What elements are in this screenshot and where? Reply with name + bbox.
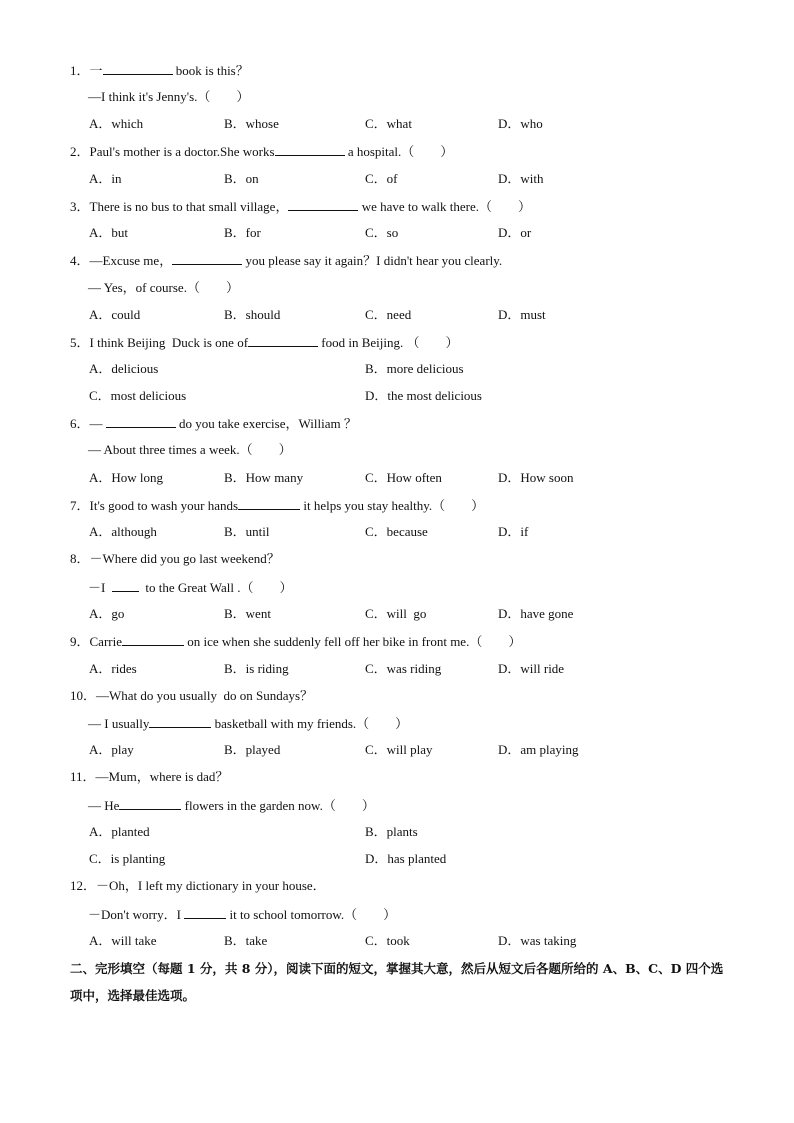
answer-blank[interactable]	[122, 633, 184, 646]
question-number: 3．	[70, 199, 90, 214]
reply-text: －I	[88, 580, 112, 595]
question-number: 9．	[70, 634, 90, 649]
answer-option[interactable]: C．what	[365, 116, 412, 131]
answer-option[interactable]: B．until	[224, 524, 270, 539]
question-text: —	[89, 416, 106, 431]
answer-option[interactable]: A．How long	[89, 470, 164, 485]
question-text: There is no bus to that small village，	[89, 199, 289, 214]
answer-option[interactable]: B．played	[224, 742, 281, 757]
answer-option[interactable]: D．must	[498, 307, 546, 322]
question-number: 10．	[70, 688, 97, 703]
answer-option[interactable]: C．was riding	[365, 661, 442, 676]
reply-text: — I usually	[88, 716, 150, 731]
answer-option[interactable]: C．will play	[365, 742, 433, 757]
answer-option[interactable]: D．How soon	[498, 470, 574, 485]
answer-blank[interactable]	[172, 252, 242, 265]
answer-option[interactable]: B．plants	[365, 824, 418, 839]
reply-text: —I think it's Jenny's.（ ）	[88, 89, 250, 104]
answer-option[interactable]: D．or	[498, 225, 532, 240]
answer-option[interactable]: C．will go	[365, 606, 427, 621]
question-text: a hospital.（ ）	[344, 144, 454, 159]
question-stem	[70, 415, 357, 432]
answer-option[interactable]: A．planted	[89, 824, 150, 839]
answer-option[interactable]: D．am playing	[498, 742, 579, 757]
question-stem	[70, 633, 521, 650]
answer-option[interactable]: B．for	[224, 225, 261, 240]
answer-blank[interactable]	[275, 143, 345, 156]
answer-blank[interactable]	[106, 415, 176, 428]
answer-option[interactable]: C．because	[365, 524, 428, 539]
question-stem	[70, 551, 280, 567]
question-number: 12．	[70, 878, 97, 893]
question-stem	[70, 143, 453, 160]
dialogue-reply	[88, 89, 249, 105]
question-stem	[70, 62, 249, 79]
answer-option[interactable]: D．with	[498, 171, 544, 186]
answer-blank[interactable]	[112, 579, 139, 592]
answer-option[interactable]: B．more delicious	[365, 361, 464, 376]
reply-text: to the Great Wall .（ ）	[138, 580, 293, 595]
answer-option[interactable]: D．have gone	[498, 606, 574, 621]
question-text: －Oh，I left my dictionary in your house．	[96, 878, 326, 893]
answer-option[interactable]: A．go	[89, 606, 125, 621]
answer-option[interactable]: B．whose	[224, 116, 279, 131]
answer-blank[interactable]	[119, 797, 181, 810]
dialogue-reply	[88, 579, 292, 596]
answer-option[interactable]: C．need	[365, 307, 412, 322]
answer-option[interactable]: C．took	[365, 933, 410, 948]
question-number: 4．	[70, 253, 90, 268]
answer-option[interactable]: A．although	[89, 524, 157, 539]
question-text: —What do you usually do on Sundays？	[96, 688, 314, 703]
question-stem	[70, 334, 459, 351]
answer-option[interactable]: D．who	[498, 116, 543, 131]
dialogue-reply	[88, 280, 239, 296]
answer-option[interactable]: A．in	[89, 171, 122, 186]
question-text: book is this？	[172, 63, 249, 78]
answer-option[interactable]: C．so	[365, 225, 399, 240]
question-text: I think Beijing Duck is one of	[89, 335, 249, 350]
question-text: it helps you stay healthy.（ ）	[300, 498, 485, 513]
question-stem	[70, 769, 228, 785]
question-text: 一	[89, 63, 103, 78]
answer-option[interactable]: B．is riding	[224, 661, 289, 676]
question-number: 1．	[70, 63, 90, 78]
reply-text: — He	[88, 798, 120, 813]
answer-blank[interactable]	[288, 198, 358, 211]
answer-blank[interactable]	[184, 906, 226, 919]
dialogue-reply	[88, 906, 396, 923]
answer-option[interactable]: C．How often	[365, 470, 442, 485]
answer-option[interactable]: D．has planted	[365, 851, 447, 866]
answer-option[interactable]: B．How many	[224, 470, 304, 485]
answer-option[interactable]: B．on	[224, 171, 259, 186]
question-text: we have to walk there.（ ）	[358, 199, 532, 214]
answer-option[interactable]: D．was taking	[498, 933, 577, 948]
answer-option[interactable]: A．but	[89, 225, 129, 240]
question-text: on ice when she suddenly fell off her bike in front me.（ ）	[184, 634, 522, 649]
answer-option[interactable]: B．take	[224, 933, 268, 948]
question-number: 11．	[70, 769, 96, 784]
question-stem	[70, 198, 531, 215]
question-text: It's good to wash your hands	[89, 498, 239, 513]
answer-option[interactable]: B．should	[224, 307, 281, 322]
answer-blank[interactable]	[238, 497, 300, 510]
answer-option[interactable]: C．most delicious	[89, 388, 187, 403]
reply-text: －Don't worry．I	[88, 907, 185, 922]
answer-option[interactable]: A．could	[89, 307, 141, 322]
reply-text: basketball with my friends.（ ）	[211, 716, 409, 731]
section-heading: 二、完形填空（每题 1 分，共 8 分），阅读下面的短文，掌握其大意，然后从短文后各题所给的 A、B、C、D 四个选项中，选择最佳选项。	[70, 961, 724, 1003]
answer-option[interactable]: A．play	[89, 742, 134, 757]
answer-option[interactable]: D．will ride	[498, 661, 565, 676]
answer-option[interactable]: A．which	[89, 116, 144, 131]
answer-option[interactable]: D．the most delicious	[365, 388, 482, 403]
question-number: 7．	[70, 498, 90, 513]
answer-option[interactable]: A．delicious	[89, 361, 159, 376]
answer-blank[interactable]	[149, 715, 211, 728]
dialogue-reply	[88, 797, 375, 814]
reply-text: it to school tomorrow.（ ）	[226, 907, 397, 922]
answer-blank[interactable]	[248, 334, 318, 347]
question-stem	[70, 688, 313, 704]
answer-option[interactable]: D．if	[498, 524, 529, 539]
answer-option[interactable]: B．went	[224, 606, 271, 621]
question-text: Carrie	[89, 634, 122, 649]
answer-option[interactable]: A．will take	[89, 933, 157, 948]
question-text: —Excuse me，	[89, 253, 173, 268]
question-text: do you take exercise，William ？	[175, 416, 357, 431]
reply-text: — About three times a week.（ ）	[88, 442, 292, 457]
question-text: －Where did you go last weekend？	[89, 551, 280, 566]
question-text: food in Beijing. （ ）	[318, 335, 459, 350]
question-number: 2．	[70, 144, 90, 159]
question-stem	[70, 497, 484, 514]
dialogue-reply	[88, 442, 292, 458]
answer-option[interactable]: C．of	[365, 171, 398, 186]
reply-text: flowers in the garden now.（ ）	[181, 798, 375, 813]
question-stem	[70, 252, 502, 269]
question-text: —Mum，where is dad？	[95, 769, 229, 784]
answer-option[interactable]: A．rides	[89, 661, 137, 676]
question-number: 6．	[70, 416, 90, 431]
dialogue-reply	[88, 715, 408, 732]
answer-option[interactable]: C．is planting	[89, 851, 166, 866]
question-number: 8．	[70, 551, 90, 566]
question-stem	[70, 878, 326, 894]
question-number: 5．	[70, 335, 90, 350]
question-text: Paul's mother is a doctor.She works	[89, 144, 275, 159]
reply-text: — Yes，of course.（ ）	[88, 280, 239, 295]
answer-blank[interactable]	[103, 62, 173, 75]
question-text: you please say it again？I didn't hear you clearly.	[242, 253, 503, 268]
